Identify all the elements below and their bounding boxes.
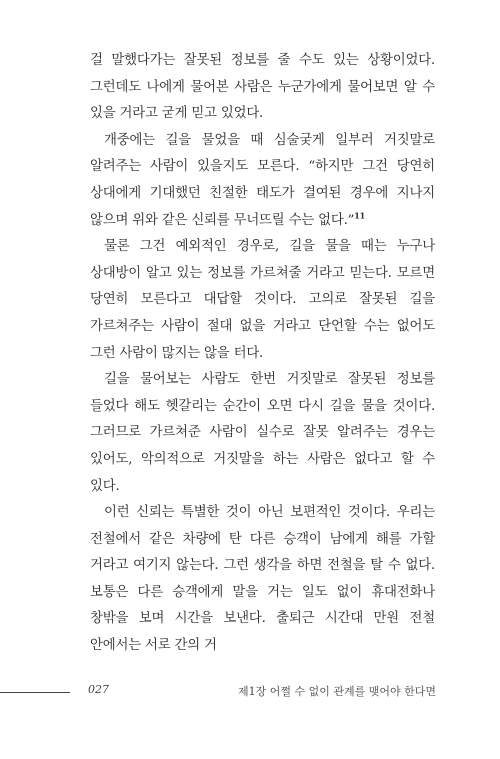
paragraph: 길을 물어보는 사람도 한번 거짓말로 잘못된 정보를 들었다 해도 헷갈리는 순간이 오면 다시 길을 물을 것이다. 그러므로 가르쳐준 사람이 실수로 잘못 알려주는 경우는 있어도, 악의적으로 거짓말을 하는 사람은 없다고 할 수 있다. bbox=[90, 372, 435, 494]
running-head: 제1장 어쩔 수 없이 관계를 맺어야 한다면 bbox=[238, 685, 436, 698]
footnote-marker: 11 bbox=[354, 210, 366, 221]
paragraph: 걸 말했다가는 잘못된 정보를 줄 수도 있는 상황이었다. 그런데도 나에게 물어본 사람은 누군가에게 물어보면 알 수 있을 거라고 굳게 믿고 있었다. bbox=[90, 53, 435, 122]
paragraph-text: 개중에는 길을 물었을 때 심술궂게 일부러 거짓말로 알려주는 사람이 있을지도 모른다. “하지만 그건 당연히 상대에게 기대했던 친절한 태도가 결여된 경우에 지나지 않으며 위와 같은 신뢰를 무너뜨릴 수는 없다.” bbox=[90, 132, 435, 228]
paragraph: 이런 신뢰는 특별한 것이 아닌 보편적인 것이다. 우리는 전철에서 같은 차량에 탄 다른 승객이 남에게 해를 가할 거라고 여기지 않는다. 그런 생각을 하면 전철을 탈 수 없다. 보통은 다른 승객에게 말을 거는 일도 없이 휴대전화나 창밖을 보며 시간을 보낸다. 출퇴근 시간대 만원 전철 안에서는 서로 간의 거 bbox=[90, 505, 435, 654]
page-number: 027 bbox=[88, 683, 109, 696]
footer-rule bbox=[0, 692, 70, 693]
page-body bbox=[90, 48, 435, 660]
paragraph bbox=[90, 128, 435, 234]
paragraph: 물론 그건 예외적인 경우로, 길을 물을 때는 누구나 상대방이 알고 있는 정보를 가르쳐줄 거라고 믿는다. 모르면 당연히 모른다고 대답할 것이다. 고의로 잘못된 길을 가르쳐주는 사람이 절대 없을 거라고 단언할 수는 없어도 그런 사람이 많지는 않을 터다. bbox=[90, 239, 435, 361]
page-footer bbox=[0, 683, 500, 703]
